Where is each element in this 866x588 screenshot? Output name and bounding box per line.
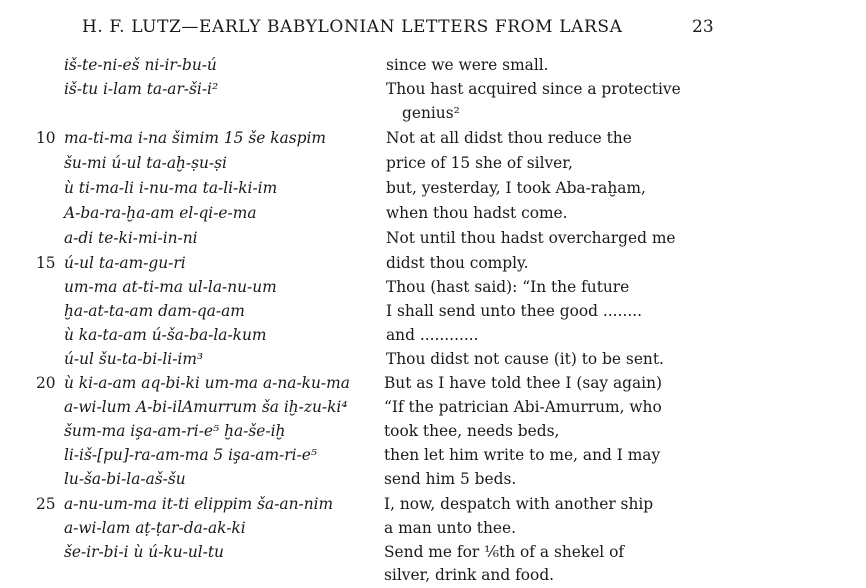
- transliteration: ù ti-ma-li i-nu-ma ta-li-ki-im: [64, 179, 278, 197]
- running-title: H. F. LUTZ—EARLY BABYLONIAN LETTERS FROM LARSA: [82, 17, 623, 37]
- translation: but, yesterday, I took Aba-raḫam,: [386, 179, 646, 197]
- translation: genius²: [402, 104, 460, 122]
- transliteration: iš-te-ni-eš ni-ir-bu-ú: [64, 56, 217, 74]
- transliteration: li-iš-[pu]-ra-am-ma 5 işa-am-ri-e⁵: [64, 446, 318, 464]
- translation: price of 15 she of silver,: [386, 154, 573, 172]
- transliteration: šum-ma işa-am-ri-e⁵ ḫa-še-iḫ: [64, 422, 286, 440]
- translation: a man unto thee.: [384, 519, 517, 537]
- line-number: 25: [36, 495, 56, 513]
- transliteration: iš-tu i-lam ta-ar-ši-i²: [64, 80, 219, 98]
- transliteration: a-wi-lum A-bi-ilAmurrum ša iḫ-zu-ki⁴: [64, 398, 348, 416]
- transliteration: ma-ti-ma i-na šimim 15 še kaspim: [64, 129, 327, 147]
- transliteration: A-ba-ra-ḫa-am el-qi-e-ma: [64, 204, 257, 222]
- translation: “If the patrician Abi-Amurrum, who: [384, 398, 662, 416]
- translation: when thou hadst come.: [386, 204, 568, 222]
- translation: and ............: [386, 326, 479, 344]
- translation: didst thou comply.: [386, 254, 529, 272]
- translation: Send me for ⅙th of a shekel of: [384, 543, 625, 561]
- transliteration: um-ma at-ti-ma ul-la-nu-um: [64, 278, 277, 296]
- transliteration: še-ir-bi-i ù ú-ku-ul-tu: [64, 543, 224, 561]
- translation: Thou didst not cause (it) to be sent.: [386, 350, 664, 368]
- line-number: 10: [36, 129, 56, 147]
- transliteration: ù ki-a-am aq-bi-ki um-ma a-na-ku-ma: [64, 374, 350, 392]
- translation: took thee, needs beds,: [384, 422, 560, 440]
- translation: I shall send unto thee good ........: [386, 302, 642, 320]
- translation: silver, drink and food.: [384, 566, 555, 584]
- transliteration: ù ka-ta-am ú-ša-ba-la-kum: [64, 326, 267, 344]
- page-number: 23: [692, 17, 714, 37]
- line-number: 20: [36, 374, 56, 392]
- transliteration: ú-ul ta-am-gu-ri: [64, 254, 186, 272]
- transliteration: a-di te-ki-mi-in-ni: [64, 229, 198, 247]
- transliteration: ḫa-at-ta-am dam-qa-am: [64, 302, 245, 320]
- translation: Thou hast acquired since a protective: [386, 80, 681, 98]
- line-number: 15: [36, 254, 56, 272]
- translation: since we were small.: [386, 56, 549, 74]
- transliteration: a-wi-lam aṭ-ṭar-da-ak-ki: [64, 519, 246, 537]
- translation: then let him write to me, and I may: [384, 446, 661, 464]
- translation: But as I have told thee I (say again): [384, 374, 663, 392]
- transliteration: lu-ša-bi-la-aš-šu: [64, 470, 186, 488]
- translation: I, now, despatch with another ship: [384, 495, 654, 513]
- transliteration: a-nu-um-ma it-ti elippim ša-an-nim: [64, 495, 334, 513]
- transliteration: ú-ul šu-ta-bi-li-im³: [64, 350, 204, 368]
- translation: Not at all didst thou reduce the: [386, 129, 632, 147]
- transliteration: šu-mi ú-ul ta-aḫ-ṣu-ṣi: [64, 154, 227, 172]
- translation: Not until thou hadst overcharged me: [386, 229, 676, 247]
- translation: send him 5 beds.: [384, 470, 517, 488]
- translation: Thou (hast said): “In the future: [386, 278, 630, 296]
